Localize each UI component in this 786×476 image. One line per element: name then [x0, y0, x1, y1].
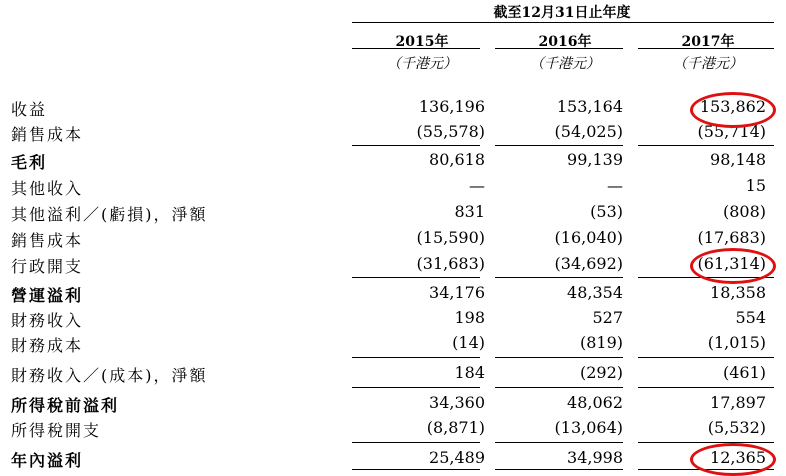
highlight-circle-profit-2017 — [690, 443, 776, 476]
subtotal-rule — [352, 145, 480, 146]
year-2015-heading: 2015年 — [395, 34, 449, 50]
unit-label-2017: （千港元） — [673, 56, 743, 72]
value-2017: 153,862 — [699, 97, 766, 116]
value-2016: (16,040) — [554, 228, 623, 247]
table-row — [0, 418, 786, 442]
row-label: 收益 — [11, 100, 48, 119]
row-label: 所得稅前溢利 — [11, 396, 120, 415]
value-2015: 198 — [454, 308, 485, 327]
value-2017: (5,532) — [707, 418, 766, 437]
value-2017: (461) — [722, 363, 766, 382]
year-2016-heading: 2016年 — [538, 34, 592, 50]
period-heading: 截至12月31日止年度 — [493, 5, 631, 21]
value-2016: (54,025) — [554, 122, 623, 141]
highlight-circle-revenue-2017 — [690, 92, 776, 128]
subtotal-rule — [352, 357, 480, 358]
unit-label-2015: （千港元） — [387, 56, 457, 72]
subtotal-rule — [352, 387, 480, 388]
highlight-circle-admin-expenses-2017 — [690, 248, 776, 284]
table-row — [0, 97, 786, 121]
total-rule — [495, 469, 623, 470]
row-label: 銷售成本 — [11, 125, 84, 144]
value-2017: (55,714) — [697, 122, 766, 141]
table-row — [0, 122, 786, 146]
table-row — [0, 363, 786, 387]
table-row — [0, 308, 786, 332]
table-row — [0, 283, 786, 307]
value-2016: (13,064) — [554, 418, 623, 437]
value-2016: (819) — [579, 333, 623, 352]
row-label: 營運溢利 — [11, 286, 84, 305]
value-2017: 554 — [735, 308, 766, 327]
value-2015: (15,590) — [416, 228, 485, 247]
table-row — [0, 254, 786, 278]
row-label: 銷售成本 — [11, 231, 84, 250]
row-label: 行政開支 — [11, 257, 84, 276]
value-2016: 153,164 — [556, 97, 623, 116]
value-2015: 136,196 — [418, 97, 485, 116]
year-rule-2015 — [352, 48, 480, 49]
row-label: 財務收入 — [11, 311, 84, 330]
table-row — [0, 228, 786, 252]
value-2017: (61,314) — [697, 254, 766, 273]
row-label: 其他溢利／(虧損)，淨額 — [11, 205, 208, 224]
year-rule-2017 — [638, 48, 774, 49]
value-2016: 48,354 — [567, 283, 623, 302]
table-row — [0, 333, 786, 357]
value-2016: — — [607, 176, 623, 195]
subtotal-rule — [352, 442, 480, 443]
row-label: 其他收入 — [11, 179, 84, 198]
value-2015: 184 — [454, 363, 485, 382]
table-row — [0, 176, 786, 200]
row-label: 財務成本 — [11, 336, 84, 355]
value-2017: 18,358 — [710, 283, 766, 302]
subtotal-rule — [352, 277, 480, 278]
header-rule — [352, 22, 774, 23]
value-2016: 48,062 — [567, 393, 623, 412]
value-2017: (17,683) — [697, 228, 766, 247]
row-label: 所得稅開支 — [11, 421, 102, 440]
value-2015: (8,871) — [426, 418, 485, 437]
table-row — [0, 393, 786, 417]
value-2015: 25,489 — [429, 448, 485, 467]
row-label: 年內溢利 — [11, 451, 84, 470]
value-2015: (55,578) — [416, 122, 485, 141]
value-2017: 98,148 — [710, 150, 766, 169]
value-2015: (14) — [452, 333, 485, 352]
value-2016: 34,998 — [567, 448, 623, 467]
total-rule — [352, 469, 480, 470]
value-2016: (34,692) — [554, 254, 623, 273]
subtotal-rule — [495, 145, 623, 146]
value-2015: 831 — [454, 202, 485, 221]
value-2017: 17,897 — [710, 393, 766, 412]
unit-label-2016: （千港元） — [530, 56, 600, 72]
value-2016: 527 — [592, 308, 623, 327]
subtotal-rule — [495, 442, 623, 443]
subtotal-rule — [495, 357, 623, 358]
value-2015: 34,360 — [429, 393, 485, 412]
value-2015: 34,176 — [429, 283, 485, 302]
value-2017: (1,015) — [707, 333, 766, 352]
subtotal-rule — [638, 442, 774, 443]
value-2017: 12,365 — [710, 448, 766, 467]
row-label: 毛利 — [11, 153, 48, 172]
subtotal-rule — [638, 357, 774, 358]
table-row — [0, 150, 786, 174]
row-label: 財務收入／(成本)，淨額 — [11, 366, 208, 385]
value-2015: 80,618 — [429, 150, 485, 169]
subtotal-rule — [638, 387, 774, 388]
subtotal-rule — [495, 387, 623, 388]
value-2016: (53) — [590, 202, 623, 221]
value-2016: 99,139 — [567, 150, 623, 169]
year-rule-2016 — [495, 48, 623, 49]
value-2015: (31,683) — [416, 254, 485, 273]
year-2017-heading: 2017年 — [681, 34, 735, 50]
table-row — [0, 202, 786, 226]
subtotal-rule — [638, 145, 774, 146]
value-2017: (808) — [722, 202, 766, 221]
subtotal-rule — [495, 277, 623, 278]
value-2016: (292) — [579, 363, 623, 382]
value-2017: 15 — [745, 176, 766, 195]
value-2015: — — [469, 176, 485, 195]
